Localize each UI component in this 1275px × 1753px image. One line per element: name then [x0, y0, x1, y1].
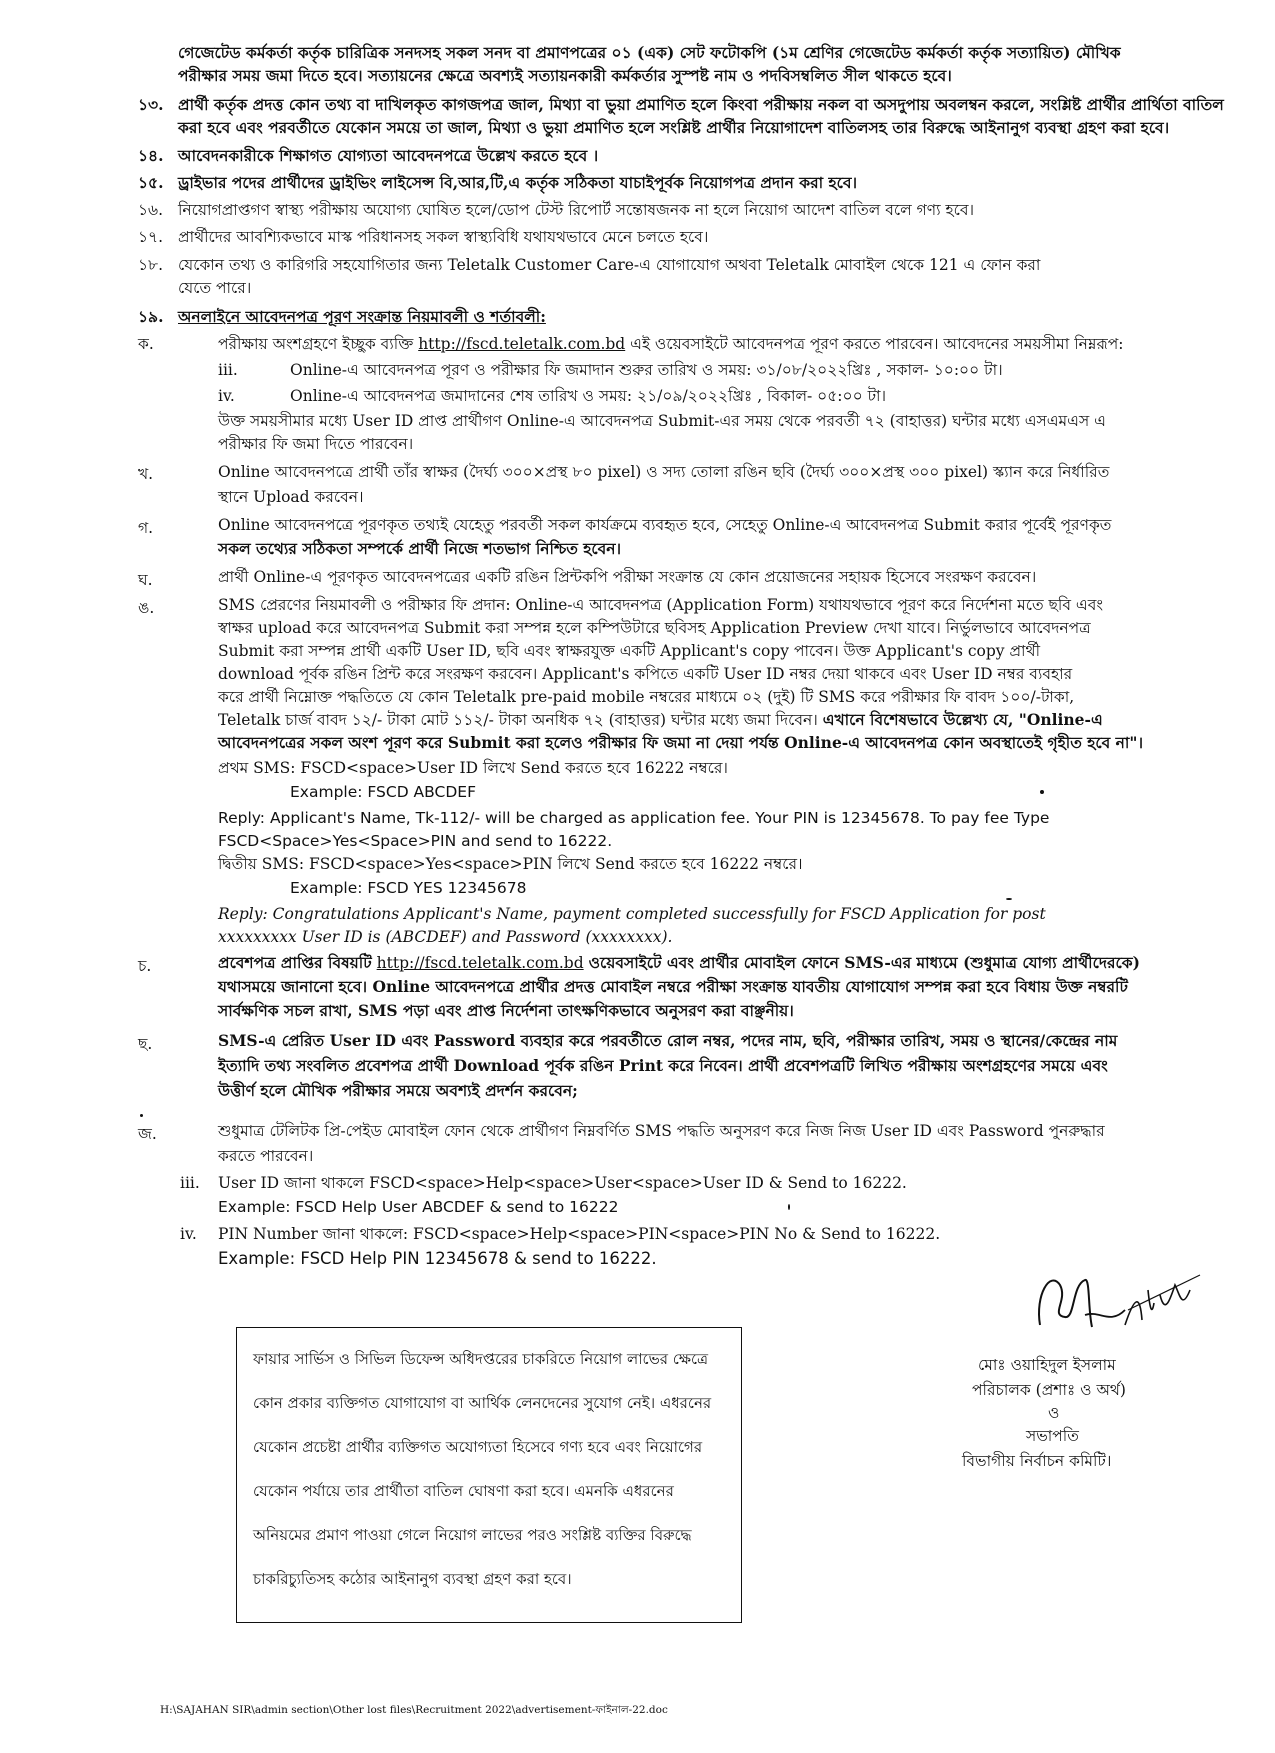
cha-line-1-suffix: ওয়েবসাইটে এবং প্রার্থীর মোবাইল ফোনে SMS-এর মাধ্যমে (শুধুমাত্র যোগ্য প্রার্থীদেরকে) [588, 953, 1140, 972]
uma-reply-2: Reply: Congratulations Applicant's Name, payment completed successfully for FSCD Application for post [218, 905, 1046, 923]
ka-start-date: Online-এ আবেদনপত্র পূরণ ও পরীক্ষার ফি জমাদান শুরুর তারিখ ও সময়: ৩১/০৮/২০২২খ্রিঃ , সকাল- ১০:০০ টা। [290, 361, 1003, 379]
uma-line-6 [218, 709, 1103, 731]
item-16-text: নিয়োগপ্রাপ্তগণ স্বাস্থ্য পরীক্ষায় অযোগ্য ঘোষিত হলে/ডোপ টেস্ট রিপোর্ট সন্তোষজনক না হলে নিয়োগ আদেশ বাতিল বলে গণ্য হবে। [178, 201, 975, 219]
item-15-text: ড্রাইভার পদের প্রার্থীদের ড্রাইভিং লাইসেন্স বি,আর,টি,এ কর্তৃক সঠিকতা যাচাইপূর্বক নিয়োগপত্র প্রদান করা হবে। [178, 173, 858, 192]
cha-line-3: সার্বক্ষণিক সচল রাখা, SMS পড়া এবং প্রাপ্ত নির্দেশনা তাৎক্ষণিকভাবে অনুসরণ করা বাঞ্ছনীয়। [218, 1001, 794, 1020]
ka-line-1-suffix: এই ওয়েবসাইটে আবেদনপত্র পূরণ করতে পারবেন। আবেদনের সময়সীমা নিম্নরূপ: [630, 335, 1124, 353]
chha-line-2: ইত্যাদি তথ্য সংবলিত প্রবেশপত্র প্রার্থী Download পূর্বক রঙিন Print করে নিবেন। প্রার্থী প্রবেশপত্রটি লিখিত পরীক্ষায় অংশগ্রহণের সময়ে এবং [218, 1056, 1108, 1075]
ka-end-date: Online-এ আবেদনপত্র জমাদানের শেষ তারিখ ও সময়: ২১/০৯/২০২২খ্রিঃ , বিকাল- ০৫:০০ টা। [290, 387, 887, 405]
ka-mark: ক. [138, 335, 154, 353]
uma-line-7: আবেদনপত্রের সকল অংশ পূরণ করে Submit করা হলেও পরীক্ষার ফি জমা না দেয়া পর্যন্ত Online-এ আবেদনপত্র কোন অবস্থাতেই গৃহীত হবে না"। [218, 733, 1143, 752]
scan-speck [788, 1204, 790, 1210]
ga-line-1: Online আবেদনপত্রে পূরণকৃত তথ্যই যেহেতু পরবর্তী সকল কার্যক্রমে ব্যবহৃত হবে, সেহেতু Online-এ আবেদনপত্র Submit করার পূর্বেই পূরণকৃত [218, 516, 1112, 534]
item-13-text-cont: করা হবে এবং পরবর্তীতে যেকোন সময়ে তা জাল, মিথ্যা ও ভুয়া প্রমাণিত হলে সংশ্লিষ্ট প্রার্থীর নিয়োগাদেশ বাতিলসহ তার বিরুদ্ধে আইনানুগ ব্যবস্থা গ্রহণ করা হবে। [178, 118, 1170, 137]
chha-line-3: উত্তীর্ণ হলে মৌখিক পরীক্ষার সময়ে অবশ্যই প্রদর্শন করবেন; [218, 1081, 578, 1100]
uma-first-sms: প্রথম SMS: FSCD<space>User ID লিখে Send করতে হবে 16222 নম্বরে। [218, 759, 728, 777]
item-18-text-cont: যেতে পারে। [178, 279, 252, 297]
gha-mark: ঘ. [138, 571, 153, 589]
ja-pin-recovery: PIN Number জানা থাকলে: FSCD<space>Help<space>PIN<space>PIN No & Send to 16222. [218, 1225, 941, 1243]
ja-line-2: করতে পারবেন। [218, 1147, 314, 1165]
item-14-text: আবেদনকারীকে শিক্ষাগত যোগ্যতা আবেদনপত্রে উল্লেখ করতে হবে । [178, 146, 599, 165]
uma-mark: ঙ. [138, 599, 155, 617]
signature-image [1030, 1255, 1205, 1345]
item-15-number: ১৫. [138, 173, 164, 192]
uma-second-sms: দ্বিতীয় SMS: FSCD<space>Yes<space>PIN লিখে Send করতে হবে 16222 নম্বরে। [218, 855, 803, 873]
ga-mark: গ. [138, 519, 154, 537]
uma-line-3: Submit করা সম্পন্ন প্রার্থী একটি User ID, ছবি এবং স্বাক্ষরযুক্ত একটি Applicant's copy পাবেন। উক্ত Applicant's copy প্রার্থী [218, 642, 1041, 660]
scan-speck [1006, 898, 1012, 900]
cha-line-2: যথাসময়ে জানানো হবে। Online আবেদনপত্রে প্রার্থীর প্রদত্ত মোবাইল নম্বরে পরীক্ষা সংক্রান্ত যাবতীয় যোগাযোগ সম্পন্ন করা হবে বিধায় উক্ত নম্বরটি [218, 977, 1128, 996]
cha-line-1 [218, 952, 1140, 974]
chha-mark: ছ. [138, 1035, 153, 1053]
uma-example-2: Example: FSCD YES 12345678 [290, 879, 527, 897]
notice-line-4: যেকোন পর্যায়ে তার প্রার্থীতা বাতিল ঘোষণা করা হবে। এমনকি এধরনের [253, 1482, 674, 1500]
item-19-heading: অনলাইনে আবেদনপত্র পূরণ সংক্রান্ত নিয়মাবলী ও শর্তাবলী: [178, 307, 546, 326]
ja-roman-iv: iv. [180, 1225, 197, 1243]
signatory-committee: বিভাগীয় নির্বাচন কমিটি। [962, 1452, 1112, 1470]
notice-line-5: অনিয়মের প্রমাণ পাওয়া গেলে নিয়োগ লাভের পরও সংশ্লিষ্ট ব্যক্তির বিরুদ্ধে [253, 1526, 692, 1544]
chha-line-1: SMS-এ প্রেরিত User ID এবং Password ব্যবহার করে পরবর্তীতে রোল নম্বর, পদের নাম, ছবি, পরীক্ষার তারিখ, সময় ও স্থানের/কেন্দ্রের নাম [218, 1031, 1118, 1050]
intro-line-2: পরীক্ষার সময় জমা দিতে হবে। সত্যায়নের ক্ষেত্রে অবশ্যই সত্যায়নকারী কর্মকর্তার সুস্পষ্ট নাম ও পদবিসম্বলিত সীল থাকতে হবে। [178, 66, 952, 85]
signatory-conjunction: ও [1048, 1404, 1060, 1422]
item-13-text: প্রার্থী কর্তৃক প্রদত্ত কোন তথ্য বা দাখিলকৃত কাগজপত্র জাল, মিথ্যা বা ভুয়া প্রমাণিত হলে কিংবা পরীক্ষায় নকল বা অসদুপায় অবলম্বন করলে, সংশ্লিষ্ট প্রার্থীর প্রার্থিতা বাতিল [178, 95, 1224, 114]
signatory-designation: পরিচালক (প্রশাঃ ও অর্থ) [972, 1381, 1126, 1399]
ja-user-id-recovery: User ID জানা থাকলে FSCD<space>Help<space>User<space>User ID & Send to 16222. [218, 1174, 907, 1192]
uma-reply-1-cont: FSCD<Space>Yes<Space>PIN and send to 16222. [218, 832, 613, 850]
uma-reply-2-cont: xxxxxxxxx User ID is (ABCDEF) and Password (xxxxxxxx). [218, 928, 673, 946]
notice-line-6: চাকরিচ্যুতিসহ কঠোর আইনানুগ ব্যবস্থা গ্রহণ করা হবে। [253, 1570, 572, 1588]
ja-user-id-example: Example: FSCD Help User ABCDEF & send to 16222 [218, 1198, 619, 1216]
ka-line-4: উক্ত সময়সীমার মধ্যে User ID প্রাপ্ত প্রার্থীগণ Online-এ আবেদনপত্র Submit-এর সময় থেকে পরবর্তী ৭২ (বাহাত্তর) ঘন্টার মধ্যে এসএমএস এ [218, 412, 1106, 430]
uma-line-6-text: Teletalk চার্জ বাবদ ১২/- টাকা মোট ১১২/- টাকা অনধিক ৭২ (বাহাত্তর) ঘন্টার মধ্যে জমা দিবেন। [218, 711, 818, 729]
item-14-number: ১৪. [138, 146, 164, 165]
item-18-number: ১৮. [138, 256, 164, 274]
signatory-role: সভাপতি [1026, 1427, 1079, 1445]
ka-website-link[interactable]: http://fscd.teletalk.com.bd [418, 335, 626, 353]
uma-line-4: download পূর্বক রঙিন প্রিন্ট করে সংরক্ষণ করবেন। Applicant's কপিতে একটি User ID নম্বর দেয়া থাকবে এবং User ID নম্বর ব্যবহার [218, 665, 1073, 683]
cha-mark: চ. [138, 957, 152, 975]
cha-website-link[interactable]: http://fscd.teletalk.com.bd [376, 954, 584, 972]
item-19-number: ১৯. [138, 307, 164, 326]
footer-file-path: H:\SAJAHAN SIR\admin section\Other lost files\Recruitment 2022\advertisement-ফাইনাল-22.doc [160, 1704, 668, 1716]
item-13-number: ১৩. [138, 95, 164, 114]
ja-mark: জ. [138, 1125, 157, 1143]
item-16-number: ১৬. [138, 201, 164, 219]
gha-line-1: প্রার্থী Online-এ পূরণকৃত আবেদনপত্রের একটি রঙিন প্রিন্টকপি পরীক্ষা সংক্রান্ত যে কোন প্রয়োজনের সহায়ক হিসেবে সংরক্ষণ করবেন। [218, 568, 1037, 586]
ja-pin-example: Example: FSCD Help PIN 12345678 & send to 16222. [218, 1249, 657, 1268]
item-17-text: প্রার্থীদের আবশ্যিকভাবে মাস্ক পরিধানসহ সকল স্বাস্থ্যবিধি যথাযথভাবে মেনে চলতে হবে। [178, 228, 709, 246]
ka-roman-iv: iv. [218, 387, 235, 405]
cha-line-1-prefix: প্রবেশপত্র প্রাপ্তির বিষয়টি [218, 953, 372, 972]
ka-roman-iii: iii. [218, 361, 238, 379]
ga-line-2: সকল তথ্যের সঠিকতা সম্পর্কে প্রার্থী নিজে শতভাগ নিশ্চিত হবেন। [218, 539, 622, 558]
notice-line-2: কোন প্রকার ব্যক্তিগত যোগাযোগ বা আর্থিক লেনদেনের সুযোগ নেই। এধরনের [253, 1394, 712, 1412]
scan-speck [1040, 790, 1044, 794]
ka-line-1-prefix: পরীক্ষায় অংশগ্রহণে ইচ্ছুক ব্যক্তি [218, 335, 414, 353]
intro-line-1: গেজেটেড কর্মকর্তা কর্তৃক চারিত্রিক সনদসহ সকল সনদ বা প্রমাণপত্রের ০১ (এক) সেট ফটোকপি (১ম শ্রেণির গেজেটেড কর্মকর্তা কর্তৃক সত্যায়িত) মৌখিক [178, 43, 1121, 62]
ka-line-1 [218, 333, 1124, 355]
kha-mark: খ. [138, 465, 154, 483]
kha-line-1: Online আবেদনপত্রে প্রার্থী তাঁর স্বাক্ষর (দৈর্ঘ্য ৩০০×প্রস্থ ৮০ pixel) ও সদ্য তোলা রঙিন ছবি (দৈর্ঘ্য ৩০০×প্রস্থ ৩০০ pixel) স্ক্যান করে নির্ধারিত [218, 463, 1110, 481]
uma-example-1: Example: FSCD ABCDEF [290, 783, 476, 801]
uma-line-1: SMS প্রেরণের নিয়মাবলী ও পরীক্ষার ফি প্রদান: Online-এ আবেদনপত্র (Application Form) যথাযথভাবে পূরণ করে নির্দেশনা মতে ছবি এবং [218, 596, 1103, 614]
notice-line-1: ফায়ার সার্ভিস ও সিভিল ডিফেন্স অধিদপ্তরের চাকরিতে নিয়োগ লাভের ক্ষেত্রে [253, 1350, 709, 1368]
notice-line-3: যেকোন প্রচেষ্টা প্রার্থীর ব্যক্তিগত অযোগ্যতা হিসেবে গণ্য হবে এবং নিয়োগের [253, 1438, 703, 1456]
ja-roman-iii: iii. [180, 1174, 200, 1192]
ja-line-1: শুধুমাত্র টেলিটক প্রি-পেইড মোবাইল ফোন থেকে প্রার্থীগণ নিম্নবর্ণিত SMS পদ্ধতি অনুসরণ করে নিজ নিজ User ID এবং Password পুনরুদ্ধার [218, 1122, 1105, 1140]
uma-reply-1: Reply: Applicant's Name, Tk-112/- will be charged as application fee. Your PIN is 12345678. To pay fee Type [218, 809, 1050, 827]
uma-line-5: করে প্রার্থী নিম্নোক্ত পদ্ধতিতে যে কোন Teletalk pre-paid mobile নম্বরের মাধ্যমে ০২ (দুই) টি SMS করে পরীক্ষার ফি বাবদ ১০০/-টাকা, [218, 688, 1075, 706]
item-17-number: ১৭. [138, 228, 164, 246]
item-18-text: যেকোন তথ্য ও কারিগরি সহযোগিতার জন্য Teletalk Customer Care-এ যোগাযোগ অথবা Teletalk মোবাইল থেকে 121 এ ফোন করা [178, 256, 1041, 274]
ka-line-5: পরীক্ষার ফি জমা দিতে পারবেন। [218, 435, 414, 453]
uma-line-6-emphasis: এখানে বিশেষভাবে উল্লেখ্য যে, "Online-এ [822, 710, 1103, 729]
signatory-name: মোঃ ওয়াহিদুল ইসলাম [978, 1356, 1116, 1374]
anti-corruption-notice-box [236, 1327, 742, 1623]
uma-line-2: স্বাক্ষর upload করে আবেদনপত্র Submit করা সম্পন্ন হলে কম্পিউটারে ছবিসহ Application Preview দেখা যাবে। নির্ভুলভাবে আবেদনপত্র [218, 619, 1091, 637]
kha-line-2: স্থানে Upload করবেন। [218, 488, 364, 506]
scan-speck [140, 1114, 143, 1117]
